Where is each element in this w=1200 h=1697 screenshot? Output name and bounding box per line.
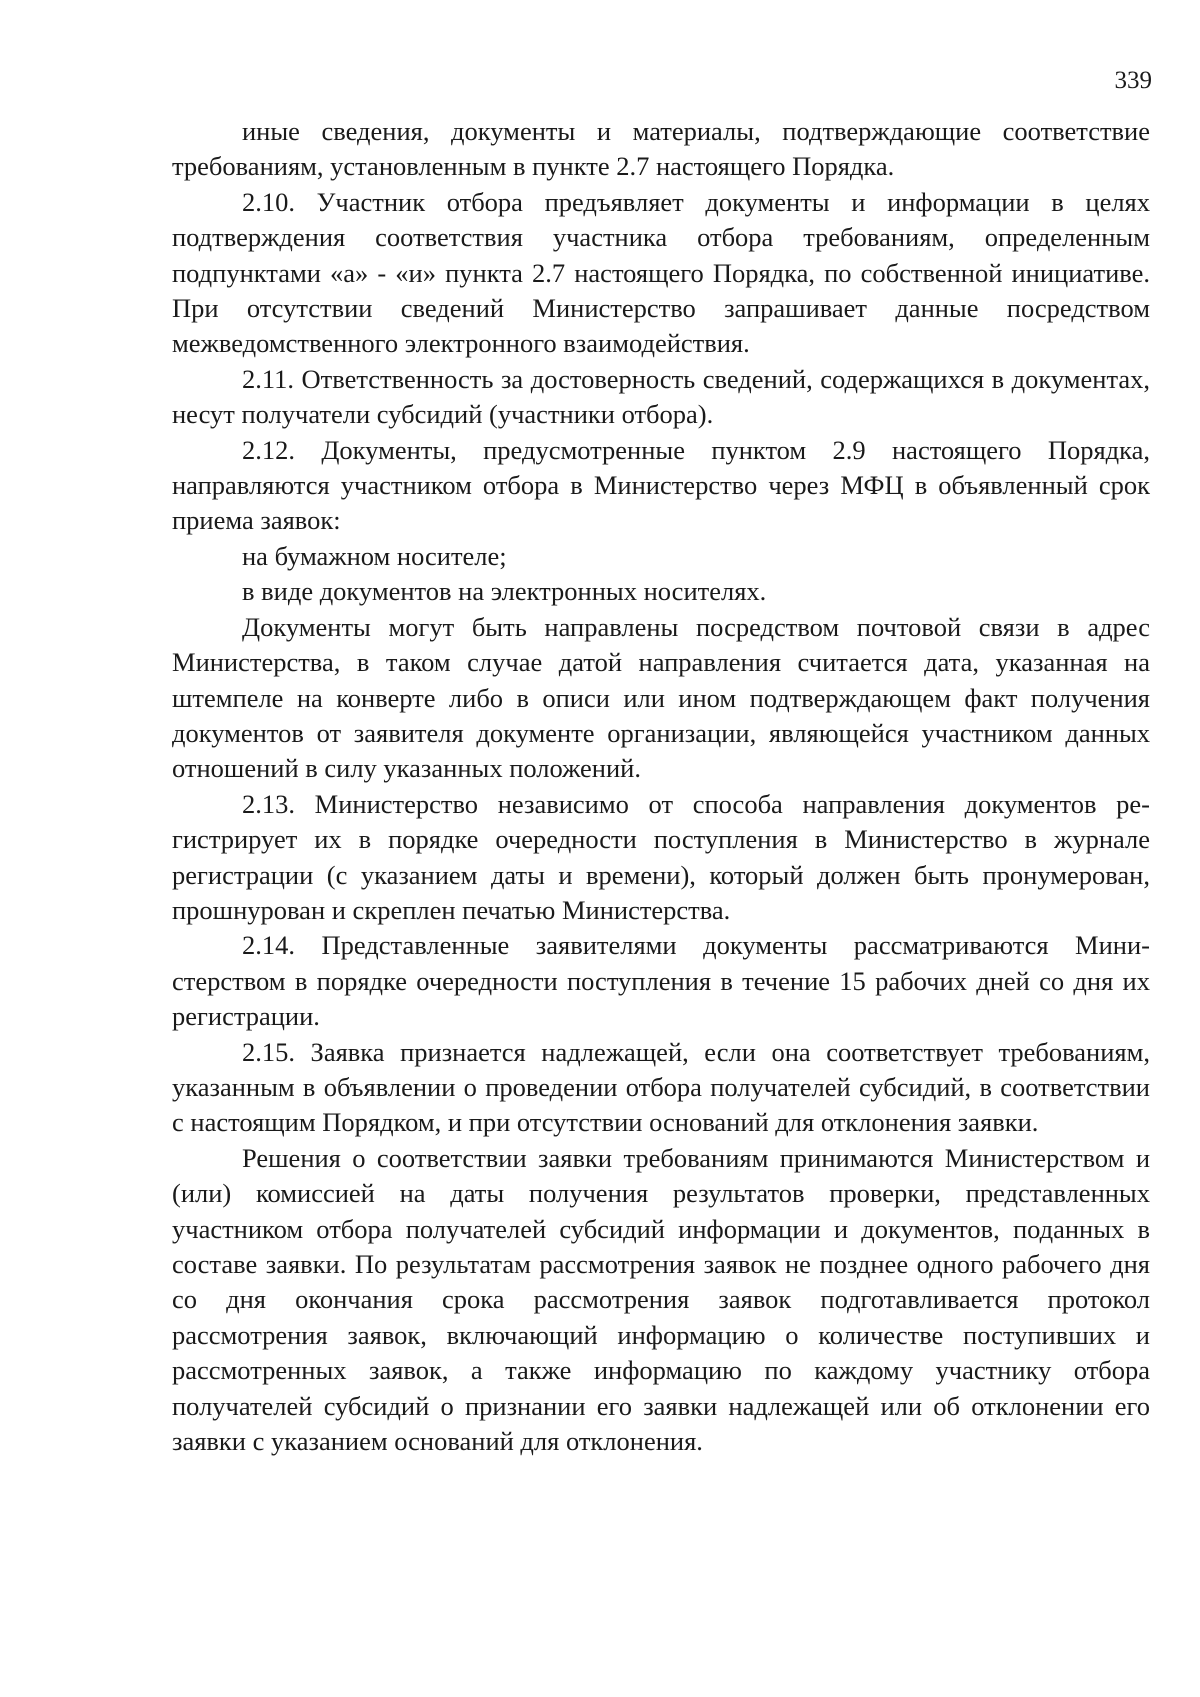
page-number: 339 (1114, 67, 1152, 94)
list-item-paper: на бумажном носителе; (242, 540, 507, 571)
paragraph-decisions: Решения о соответствии заявки требованиям принимаются Министерством и (или) комиссией на даты получения результатов проверки, представленных участником отбора получателей субсидий информации и документов, поданных в составе заявки. По результатам рассмотрения заявок не позднее одного рабочего дня со дня окончания срока рассмотрения заявок подготавливается протокол рассмотрения заявок, включающий информацию о количестве поступивших и рассмотренных заявок, а также информацию по каждому участнику отбора получателей субсидий о признании его заявки надлежащей или об отклонении его заявки с указанием оснований для отклонения. (172, 1142, 1150, 1457)
list-item-electronic: в виде документов на электронных носителях. (242, 576, 767, 607)
paragraph-other-info: иные сведения, документы и материалы, подтверждающие соответствие требованиям, установленным в пункте 2.7 настоящего Порядка. (172, 116, 1150, 182)
paragraph-2-12: 2.12. Документы, предусмотренные пунктом 2.9 настоящего Порядка, направляются участником отбора в Министерство через МФЦ в объявленный срок приема заявок: (172, 434, 1150, 536)
paragraph-2-15: 2.15. Заявка признается надлежащей, если она соответствует требованиям, указанным в объявлении о проведении отбора получателей субсидий, в соответствии с настоящим Порядком, и при отсутствии оснований для отклонения заявки. (172, 1036, 1150, 1138)
paragraph-postal: Документы могут быть направлены посредством почтовой связи в адрес Министерства, в таком случае датой направления считается дата, указанная на штемпеле на конверте либо в описи или ином подтверждающем факт получения документов от заявителя документе организации, являющейся участником данных отношений в силу указанных положений. (172, 611, 1150, 784)
paragraph-2-11: 2.11. Ответственность за достоверность сведений, содержащихся в документах, несут получатели субсидий (участники отбора). (172, 363, 1150, 430)
paragraph-2-10: 2.10. Участник отбора предъявляет документы и информации в целях подтверждения соответствия участника отбора требованиям, определенным подпунктами «а» - «и» пункта 2.7 настоящего Порядка, по собственной инициативе. При отсутствии сведений Министерство запрашивает данные посредством межведомственного электронного взаимодействия. (172, 186, 1150, 359)
paragraph-2-14: 2.14. Представленные заявителями документы рассматриваются Министерством в порядке очередности поступления в течение 15 рабочих дней со дня их регистрации. (172, 930, 1150, 1032)
paragraph-2-13: 2.13. Министерство независимо от способа направления документов регистрирует их в порядке очередности поступления в Министерство в журнале регистрации (с указанием даты и времени), который должен быть пронумерован, прошнурован и скреплен печатью Министерства. (172, 788, 1150, 925)
document-body (172, 114, 1150, 1459)
